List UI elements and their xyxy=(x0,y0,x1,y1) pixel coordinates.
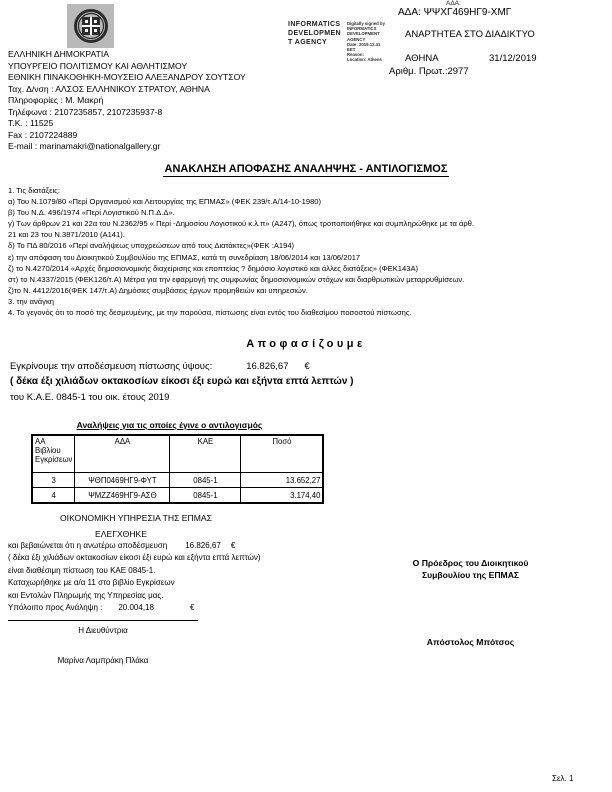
president-title-line: Συμβουλίου της ΕΠΜΑΣ xyxy=(421,569,520,580)
legal-line: α) Του Ν.1079/80 «Περί Οργανισμού και Λειτουργίας της ΕΠΜΑΣ» (ΦΕΚ 239/τ.Α/14-10-1980) xyxy=(8,197,322,207)
document-title-wrap xyxy=(0,159,612,177)
signature-detail-line: Date: 2019.12.31 xyxy=(347,41,381,47)
col-header-ada: ΑΔΑ xyxy=(75,435,170,473)
cell-aa: 3 xyxy=(32,473,75,488)
internet-posting-note: ΑΝΑΡΤΗΤΕΑ ΣΤΟ ΔΙΑΔΙΚΤΥΟ xyxy=(405,29,535,40)
stamp-agency-line: INFORMATICS xyxy=(288,21,341,28)
president-title-block xyxy=(398,558,543,581)
issue-city: ΑΘΗΝΑ xyxy=(405,53,439,64)
ada-number: ΑΔΑ: ΨΨΧΓ469ΗΓ9-ΧΜΓ xyxy=(398,7,512,18)
cell-amount: 3.174,40 xyxy=(241,488,324,504)
legal-line: β) Του Ν.Δ. 496/1974 «Περί Λογιστικού Ν.Π.Δ.Δ». xyxy=(8,208,175,218)
stamp-agency-line: T AGENCY xyxy=(288,39,328,46)
director-title: Η Διευθύντρια xyxy=(78,626,128,635)
document-title: ΑΝΑΚΛΗΣΗ ΑΠΟΦΑΣΗΣ ΑΝΑΛΗΨΗΣ - ΑΝΤΙΛΟΓΙΣΜΟΣ xyxy=(164,163,448,175)
legal-line: 4. Το γεγονός ότι το ποσό της δεσμευμένης, με την παρούσα, πίστωσης είναι εντός του διαθεσίμου ποσοστού πίστωσης. xyxy=(8,308,412,318)
signature-detail-line: Location: Athens xyxy=(347,57,382,63)
agency-header-block xyxy=(8,49,328,153)
protocol-number: Αριθμ. Πρωτ.:2977 xyxy=(389,66,469,77)
decision-amount-words: ( δέκα έξι χιλιάδων οκτακοσίων είκοσι έξι ευρώ και εξήντα επτά λεπτών ) xyxy=(10,376,354,387)
legal-line: στ) το Ν.4337/2015 (ΦΕΚ126/τ.Α) Μέτρα για την εφαρμογή της συμφωνίας δημοσιονομικών στόχων και διαρθρωτικών μεταρρυθμίσεων. xyxy=(8,274,465,284)
stamp-agency-line: DEVELOPMEN xyxy=(288,30,342,37)
cell-ada: ΨΜΖΖ469ΗΓ9-ΑΣΘ xyxy=(75,488,170,504)
col-header-amount: Ποσό xyxy=(241,435,324,473)
audit-amount: 16.826,67 xyxy=(185,541,221,550)
director-name: Μαρίνα Λαμπράκη Πλάκα xyxy=(57,656,149,665)
financial-service-title: ΟΙΚΟΝΟΜΙΚΗ ΥΠΗΡΕΣΙΑ ΤΗΣ ΕΠΜΑΣ xyxy=(60,513,212,523)
cell-aa: 4 xyxy=(32,488,75,504)
checked-label: ΕΛΕΓΧΘΗΚΕ xyxy=(95,529,148,539)
commitments-table-grid xyxy=(31,434,324,504)
audit-line-3: είναι διαθέσιμη πίστωση του ΚΑΕ 0845-1. xyxy=(8,566,156,575)
digital-signature-agency-stamp xyxy=(288,20,341,47)
col-header-kae: ΚΑΕ xyxy=(170,435,241,473)
header-line-republic: ΕΛΛΗΝΙΚΗ ΔΗΜΟΚΡΑΤΙΑ xyxy=(8,49,109,59)
decision-heading: Αποφασίζουμε xyxy=(246,338,366,350)
signature-divider xyxy=(8,620,198,621)
emblem-svg xyxy=(71,7,111,45)
header-line-address: Ταχ. Δ/νση : ΑΛΣΟΣ ΕΛΛΗΝΙΚΟΥ ΣΤΡΑΤΟΥ, ΑΘΗΝΑ xyxy=(8,83,210,94)
audit-line-5: και Εντολών Πληρωμής της Υπηρεσίας μας. xyxy=(8,591,164,600)
cell-kae: 0845-1 xyxy=(170,473,241,488)
header-line-contact-person: Πληροφορίες : Μ. Μακρή xyxy=(8,95,104,105)
cell-kae: 0845-1 xyxy=(170,488,241,504)
balance-amount: 20.004,18 xyxy=(118,603,154,612)
legal-line: ε) την απόφαση του Διοικητικού Συμβουλίου της ΕΠΜΑΣ, κατά τη συνεδρίαση 18/06/2014 και 13/06/2017 xyxy=(8,252,361,262)
signature-detail-line: EET xyxy=(347,47,356,53)
signature-detail-line: INFORMATICS xyxy=(347,26,377,32)
commitments-table xyxy=(31,434,324,504)
president-name: Απόστολος Μπότσος xyxy=(426,637,515,647)
decision-approve-text: Εγκρίνουμε την αποδέσμευση πίστωσης ύψους: xyxy=(10,361,213,372)
signature-detail-line: Reason: xyxy=(347,52,364,58)
president-title-line: Ο Πρόεδρος του Διοικητικού xyxy=(412,558,529,568)
table-header-row xyxy=(32,435,323,473)
table-row xyxy=(32,488,323,504)
issue-date: 31/12/2019 xyxy=(489,53,537,64)
legal-line: δ) Το ΠΔ 80/2016 «Περί αναλήψεως υποχρεώσεων από τους Διατάκτες»(ΦΕΚ :Α194) xyxy=(8,241,295,251)
legal-line: γ) Των άρθρων 21 και 22α του Ν.2362/95 « Περί -Δημοσίου Λογιστικού κ.λ.π» (Α247), όπως τροποποιήθηκε και συμπληρώθηκε με τα άρθ. xyxy=(8,219,474,229)
ada-watermark: ΑΔΑ: xyxy=(446,0,461,7)
header-line-fax: Fax : 2107224889 xyxy=(8,129,78,140)
decision-amount: 16.826,67 xyxy=(246,361,289,372)
audit-line-1 xyxy=(8,541,235,550)
table-caption-wrap xyxy=(31,420,308,430)
signature-detail-line: Digitally signed by xyxy=(347,21,385,26)
audit-line-4: Καταχωρήθηκε με α/α 11 στο βιβλίο Εγκρίσεων xyxy=(8,578,175,587)
decision-approve-line xyxy=(10,361,310,372)
legal-line: 3. την ανάγκη xyxy=(8,296,54,306)
digital-signature-details xyxy=(347,21,399,63)
header-line-postcode: Τ.Κ. : 11525 xyxy=(8,118,54,128)
table-caption: Αναλήψεις για τις οποίες έγινε ο αντιλογισμός xyxy=(76,420,263,430)
audit-confirm-text: και βεβαιώνεται ότι η ανωτέρω αποδέσμευση xyxy=(8,541,168,550)
greek-coat-of-arms-icon xyxy=(67,4,114,48)
header-line-email: E-mail : marinamakri@nationalgallery.gr xyxy=(8,141,161,151)
legal-references xyxy=(8,185,610,318)
cell-ada: ΨΘΠ0469ΗΓ9-ΦΥΤ xyxy=(75,473,170,488)
header-line-phones: Τηλέφωνα : 2107235857, 2107235937-8 xyxy=(8,106,163,117)
cell-amount: 13.652,27 xyxy=(241,473,324,488)
audit-amount-words: ( δέκα έξι χιλιάδων οκτακοσίων είκοσι έξι ευρώ και εξήντα επτά λεπτών) xyxy=(8,553,261,562)
euro-sign: € xyxy=(304,361,310,372)
audit-balance-line xyxy=(8,603,194,612)
table-row xyxy=(32,473,323,488)
legal-line: ζ)το Ν. 4412/2016(ΦΕΚ 147/τ.Α) Δημόσιες συμβάσεις έργων προμηθειών και υπηρεσιών. xyxy=(8,285,308,295)
legal-line: 1. Τις διατάξεις: xyxy=(8,186,60,195)
euro-sign: € xyxy=(189,603,195,612)
page-number: Σελ. 1 xyxy=(552,774,574,783)
balance-label: Υπόλοιπο προς Ανάληψη : xyxy=(8,603,103,612)
legal-line: 21 και 23 του Ν.3871/2010 (Α141). xyxy=(8,230,125,240)
header-line-ministry: ΥΠΟΥΡΓΕΙΟ ΠΟΛΙΤΙΣΜΟΥ ΚΑΙ ΑΘΛΗΤΙΣΜΟΥ xyxy=(8,60,188,71)
signature-detail-line: DEVELOPMENT AGENCY xyxy=(347,31,380,42)
legal-line: ζ) το Ν.4270/2014 «Αρχές δημοσιονομικής διαχείρισης και εποπτείας ? δημόσιο λογιστικό και άλλες διατάξεις» (ΦΕΚ143Α) xyxy=(8,263,419,273)
col-header-aa: ΑΑ Βιβλίου Εγκρίσεων xyxy=(32,435,75,473)
header-line-gallery: ΕΘΝΙΚΗ ΠΙΝΑΚΟΘΗΚΗ-ΜΟΥΣΕΙΟ ΑΛΕΞΑΝΔΡΟΥ ΣΟΥΤΣΟΥ xyxy=(8,72,246,82)
decision-kae-line: του Κ.Α.Ε. 0845-1 του οικ. έτους 2019 xyxy=(10,392,170,403)
euro-sign: € xyxy=(230,541,236,550)
